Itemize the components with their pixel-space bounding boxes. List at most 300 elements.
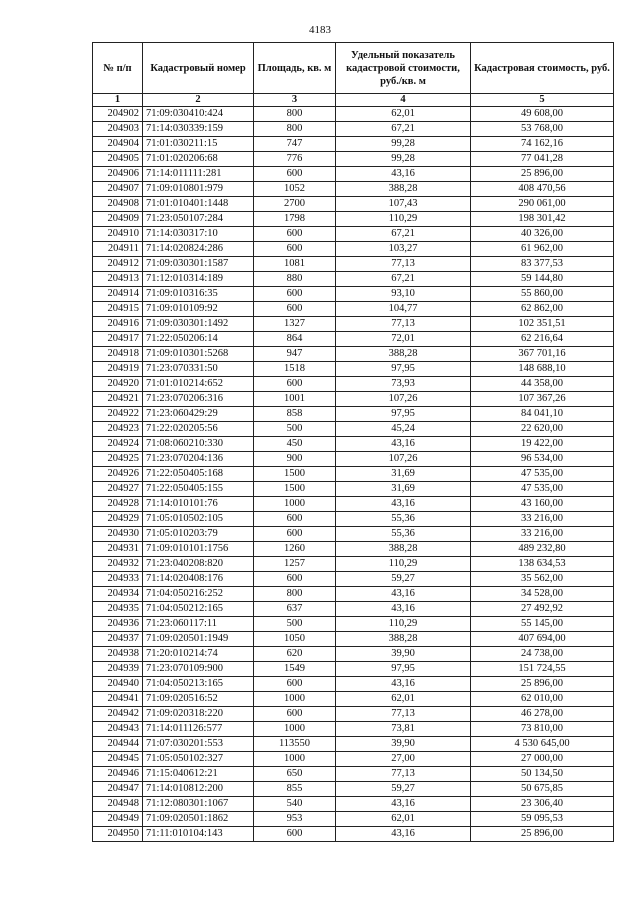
table-row — [93, 527, 614, 542]
cell-area: 1549 — [254, 662, 336, 677]
cell-unit-value: 77,13 — [336, 707, 471, 722]
cell-unit-value: 67,21 — [336, 272, 471, 287]
cell-cadastral-cost: 77 041,28 — [471, 152, 614, 167]
cell-area: 600 — [254, 167, 336, 182]
cell-cadastral-cost: 55 145,00 — [471, 617, 614, 632]
table-row — [93, 737, 614, 752]
cell-area: 947 — [254, 347, 336, 362]
header-cadastral-number: Кадастровый номер — [143, 43, 254, 94]
cell-cadastral-cost: 59 095,53 — [471, 812, 614, 827]
cell-cadastral-cost: 49 608,00 — [471, 107, 614, 122]
table-row — [93, 587, 614, 602]
cell-cadastral-number: 71:22:050405:155 — [143, 482, 254, 497]
cell-cadastral-number: 71:14:030317:10 — [143, 227, 254, 242]
cell-unit-value: 77,13 — [336, 317, 471, 332]
cell-cadastral-number: 71:01:010214:652 — [143, 377, 254, 392]
cell-cadastral-number: 71:08:060210:330 — [143, 437, 254, 452]
cell-cadastral-cost: 33 216,00 — [471, 527, 614, 542]
cell-index: 204937 — [93, 632, 143, 647]
cell-area: 800 — [254, 587, 336, 602]
cell-index: 204930 — [93, 527, 143, 542]
cadastre-table — [92, 42, 614, 842]
cell-cadastral-cost: 83 377,53 — [471, 257, 614, 272]
cell-area: 747 — [254, 137, 336, 152]
cell-index: 204911 — [93, 242, 143, 257]
table-row — [93, 722, 614, 737]
table-row — [93, 392, 614, 407]
cell-index: 204949 — [93, 812, 143, 827]
cell-area: 600 — [254, 572, 336, 587]
table-row — [93, 197, 614, 212]
cell-index: 204909 — [93, 212, 143, 227]
cell-unit-value: 62,01 — [336, 107, 471, 122]
cell-area: 1081 — [254, 257, 336, 272]
cell-cadastral-cost: 25 896,00 — [471, 827, 614, 842]
cell-cadastral-cost: 138 634,53 — [471, 557, 614, 572]
cell-index: 204931 — [93, 542, 143, 557]
cell-area: 1000 — [254, 722, 336, 737]
cell-index: 204908 — [93, 197, 143, 212]
column-number: 1 — [93, 94, 143, 107]
cell-cadastral-cost: 44 358,00 — [471, 377, 614, 392]
cell-cadastral-number: 71:15:040612:21 — [143, 767, 254, 782]
cell-cadastral-cost: 23 306,40 — [471, 797, 614, 812]
table-row — [93, 377, 614, 392]
cell-cadastral-cost: 408 470,56 — [471, 182, 614, 197]
cell-index: 204929 — [93, 512, 143, 527]
cell-area: 600 — [254, 677, 336, 692]
cell-cadastral-number: 71:09:020501:1862 — [143, 812, 254, 827]
cell-area: 1500 — [254, 467, 336, 482]
cell-index: 204906 — [93, 167, 143, 182]
cell-unit-value: 388,28 — [336, 542, 471, 557]
cell-index: 204915 — [93, 302, 143, 317]
table-row — [93, 617, 614, 632]
cell-cadastral-cost: 489 232,80 — [471, 542, 614, 557]
cell-area: 620 — [254, 647, 336, 662]
cell-index: 204923 — [93, 422, 143, 437]
cell-cadastral-cost: 46 278,00 — [471, 707, 614, 722]
cell-cadastral-number: 71:23:070109:900 — [143, 662, 254, 677]
cell-cadastral-number: 71:09:010316:35 — [143, 287, 254, 302]
column-number-row — [93, 94, 614, 107]
cell-cadastral-cost: 25 896,00 — [471, 677, 614, 692]
cell-area: 1052 — [254, 182, 336, 197]
table-row — [93, 767, 614, 782]
cell-index: 204947 — [93, 782, 143, 797]
cell-area: 880 — [254, 272, 336, 287]
table-row — [93, 407, 614, 422]
cell-unit-value: 31,69 — [336, 467, 471, 482]
cell-unit-value: 27,00 — [336, 752, 471, 767]
cell-area: 900 — [254, 452, 336, 467]
cell-cadastral-cost: 107 367,26 — [471, 392, 614, 407]
cell-cadastral-cost: 33 216,00 — [471, 512, 614, 527]
cell-unit-value: 45,24 — [336, 422, 471, 437]
cell-unit-value: 388,28 — [336, 347, 471, 362]
table-row — [93, 512, 614, 527]
cell-cadastral-cost: 35 562,00 — [471, 572, 614, 587]
cell-cadastral-number: 71:23:070206:316 — [143, 392, 254, 407]
cell-index: 204924 — [93, 437, 143, 452]
table-row — [93, 797, 614, 812]
table-row — [93, 287, 614, 302]
cell-index: 204921 — [93, 392, 143, 407]
table-row — [93, 812, 614, 827]
cell-index: 204938 — [93, 647, 143, 662]
cell-unit-value: 110,29 — [336, 212, 471, 227]
page-number: 4183 — [309, 24, 331, 36]
cell-cadastral-number: 71:09:020501:1949 — [143, 632, 254, 647]
header-index: № п/п — [93, 43, 143, 94]
cell-index: 204939 — [93, 662, 143, 677]
cell-unit-value: 73,93 — [336, 377, 471, 392]
cell-cadastral-number: 71:04:050212:165 — [143, 602, 254, 617]
cell-index: 204941 — [93, 692, 143, 707]
cell-cadastral-number: 71:09:030410:424 — [143, 107, 254, 122]
cell-area: 500 — [254, 422, 336, 437]
cell-cadastral-cost: 367 701,16 — [471, 347, 614, 362]
cell-unit-value: 59,27 — [336, 782, 471, 797]
column-number: 4 — [336, 94, 471, 107]
cell-cadastral-cost: 96 534,00 — [471, 452, 614, 467]
cell-area: 864 — [254, 332, 336, 347]
cell-area: 1050 — [254, 632, 336, 647]
cell-unit-value: 43,16 — [336, 437, 471, 452]
cell-index: 204920 — [93, 377, 143, 392]
table-row — [93, 182, 614, 197]
cell-unit-value: 107,43 — [336, 197, 471, 212]
table-row — [93, 482, 614, 497]
cell-index: 204927 — [93, 482, 143, 497]
cell-area: 1327 — [254, 317, 336, 332]
cell-unit-value: 43,16 — [336, 827, 471, 842]
cell-unit-value: 59,27 — [336, 572, 471, 587]
cell-area: 2700 — [254, 197, 336, 212]
table-row — [93, 632, 614, 647]
cell-cadastral-number: 71:14:030339:159 — [143, 122, 254, 137]
cell-cadastral-number: 71:09:010801:979 — [143, 182, 254, 197]
cell-unit-value: 77,13 — [336, 257, 471, 272]
cell-index: 204945 — [93, 752, 143, 767]
table-row — [93, 167, 614, 182]
cell-area: 1000 — [254, 752, 336, 767]
cell-unit-value: 55,36 — [336, 527, 471, 542]
cell-cadastral-cost: 62 216,64 — [471, 332, 614, 347]
cell-unit-value: 72,01 — [336, 332, 471, 347]
cell-area: 776 — [254, 152, 336, 167]
cell-cadastral-cost: 84 041,10 — [471, 407, 614, 422]
cell-unit-value: 43,16 — [336, 797, 471, 812]
table-row — [93, 662, 614, 677]
table-row — [93, 677, 614, 692]
header-area: Площадь, кв. м — [254, 43, 336, 94]
table-row — [93, 212, 614, 227]
cell-cadastral-cost: 74 162,16 — [471, 137, 614, 152]
table-row — [93, 332, 614, 347]
cell-cadastral-cost: 47 535,00 — [471, 482, 614, 497]
cell-area: 600 — [254, 302, 336, 317]
cell-cadastral-number: 71:23:040208:820 — [143, 557, 254, 572]
cell-unit-value: 110,29 — [336, 557, 471, 572]
table-row — [93, 557, 614, 572]
cell-cadastral-cost: 102 351,51 — [471, 317, 614, 332]
cell-index: 204907 — [93, 182, 143, 197]
cell-unit-value: 93,10 — [336, 287, 471, 302]
cell-index: 204946 — [93, 767, 143, 782]
cell-cadastral-cost: 151 724,55 — [471, 662, 614, 677]
cell-area: 800 — [254, 107, 336, 122]
cell-area: 600 — [254, 377, 336, 392]
cell-index: 204948 — [93, 797, 143, 812]
cell-unit-value: 110,29 — [336, 617, 471, 632]
cell-cadastral-number: 71:07:030201:553 — [143, 737, 254, 752]
cell-unit-value: 43,16 — [336, 497, 471, 512]
cell-cadastral-cost: 4 530 645,00 — [471, 737, 614, 752]
cell-area: 600 — [254, 227, 336, 242]
table-row — [93, 602, 614, 617]
cell-cadastral-number: 71:01:020206:68 — [143, 152, 254, 167]
table-row — [93, 827, 614, 842]
cell-index: 204940 — [93, 677, 143, 692]
cell-cadastral-number: 71:11:010104:143 — [143, 827, 254, 842]
cell-unit-value: 388,28 — [336, 182, 471, 197]
column-number: 3 — [254, 94, 336, 107]
cell-unit-value: 39,90 — [336, 737, 471, 752]
table-row — [93, 707, 614, 722]
cell-cadastral-number: 71:04:050213:165 — [143, 677, 254, 692]
cell-cadastral-cost: 407 694,00 — [471, 632, 614, 647]
table-row — [93, 137, 614, 152]
table-row — [93, 257, 614, 272]
cell-cadastral-cost: 198 301,42 — [471, 212, 614, 227]
cell-area: 953 — [254, 812, 336, 827]
cell-area: 600 — [254, 287, 336, 302]
cell-unit-value: 99,28 — [336, 152, 471, 167]
table-row — [93, 302, 614, 317]
cell-area: 600 — [254, 242, 336, 257]
cell-cadastral-number: 71:23:070204:136 — [143, 452, 254, 467]
cell-cadastral-number: 71:09:010301:5268 — [143, 347, 254, 362]
cell-area: 1000 — [254, 497, 336, 512]
cell-cadastral-number: 71:09:010109:92 — [143, 302, 254, 317]
cell-cadastral-number: 71:14:020408:176 — [143, 572, 254, 587]
cell-index: 204902 — [93, 107, 143, 122]
table-row — [93, 452, 614, 467]
cell-unit-value: 97,95 — [336, 662, 471, 677]
cell-cadastral-number: 71:14:010812:200 — [143, 782, 254, 797]
column-number: 2 — [143, 94, 254, 107]
cell-index: 204918 — [93, 347, 143, 362]
table-row — [93, 692, 614, 707]
table-row — [93, 227, 614, 242]
cell-cadastral-number: 71:22:050206:14 — [143, 332, 254, 347]
cell-index: 204928 — [93, 497, 143, 512]
cell-cadastral-number: 71:09:020318:220 — [143, 707, 254, 722]
cell-area: 600 — [254, 707, 336, 722]
cell-cadastral-cost: 24 738,00 — [471, 647, 614, 662]
cell-cadastral-cost: 55 860,00 — [471, 287, 614, 302]
cell-area: 540 — [254, 797, 336, 812]
cell-unit-value: 99,28 — [336, 137, 471, 152]
table-row — [93, 752, 614, 767]
cell-cadastral-number: 71:14:010101:76 — [143, 497, 254, 512]
cell-cadastral-number: 71:01:030211:15 — [143, 137, 254, 152]
cell-index: 204914 — [93, 287, 143, 302]
cell-area: 800 — [254, 122, 336, 137]
table-row — [93, 122, 614, 137]
cell-index: 204943 — [93, 722, 143, 737]
table-row — [93, 572, 614, 587]
cell-area: 637 — [254, 602, 336, 617]
cell-unit-value: 107,26 — [336, 392, 471, 407]
table-row — [93, 497, 614, 512]
cell-unit-value: 31,69 — [336, 482, 471, 497]
cell-index: 204904 — [93, 137, 143, 152]
cell-cadastral-cost: 50 675,85 — [471, 782, 614, 797]
cell-area: 600 — [254, 512, 336, 527]
table-row — [93, 242, 614, 257]
cell-unit-value: 104,77 — [336, 302, 471, 317]
cell-area: 1257 — [254, 557, 336, 572]
cell-area: 600 — [254, 527, 336, 542]
cell-index: 204926 — [93, 467, 143, 482]
cell-cadastral-cost: 290 061,00 — [471, 197, 614, 212]
cell-cadastral-cost: 62 862,00 — [471, 302, 614, 317]
cell-cadastral-number: 71:09:030301:1492 — [143, 317, 254, 332]
cell-cadastral-cost: 59 144,80 — [471, 272, 614, 287]
cell-area: 650 — [254, 767, 336, 782]
cell-cadastral-cost: 22 620,00 — [471, 422, 614, 437]
cell-index: 204903 — [93, 122, 143, 137]
cell-cadastral-number: 71:22:050405:168 — [143, 467, 254, 482]
table-row — [93, 152, 614, 167]
cell-cadastral-number: 71:05:050102:327 — [143, 752, 254, 767]
table-row — [93, 542, 614, 557]
cell-area: 1798 — [254, 212, 336, 227]
cell-unit-value: 67,21 — [336, 122, 471, 137]
cell-cadastral-number: 71:22:020205:56 — [143, 422, 254, 437]
cell-cadastral-number: 71:23:060117:11 — [143, 617, 254, 632]
cell-index: 204935 — [93, 602, 143, 617]
cell-cadastral-cost: 47 535,00 — [471, 467, 614, 482]
cell-index: 204934 — [93, 587, 143, 602]
cell-area: 855 — [254, 782, 336, 797]
cell-area: 1001 — [254, 392, 336, 407]
cell-cadastral-cost: 34 528,00 — [471, 587, 614, 602]
column-number: 5 — [471, 94, 614, 107]
cell-area: 600 — [254, 827, 336, 842]
cell-unit-value: 77,13 — [336, 767, 471, 782]
table-header — [93, 43, 614, 107]
cell-cadastral-number: 71:09:030301:1587 — [143, 257, 254, 272]
cell-cadastral-number: 71:12:010314:189 — [143, 272, 254, 287]
cell-index: 204950 — [93, 827, 143, 842]
table-body — [93, 107, 614, 842]
cell-unit-value: 39,90 — [336, 647, 471, 662]
header-cadastral-cost: Кадастровая стоимость, руб. — [471, 43, 614, 94]
cell-index: 204944 — [93, 737, 143, 752]
table-row — [93, 467, 614, 482]
cell-index: 204910 — [93, 227, 143, 242]
cell-unit-value: 62,01 — [336, 692, 471, 707]
cell-cadastral-number: 71:09:010101:1756 — [143, 542, 254, 557]
cell-index: 204942 — [93, 707, 143, 722]
header-unit-value: Удельный показатель кадастровой стоимости, руб./кв. м — [336, 43, 471, 94]
table-row — [93, 647, 614, 662]
cell-unit-value: 97,95 — [336, 362, 471, 377]
cell-unit-value: 103,27 — [336, 242, 471, 257]
table-row — [93, 272, 614, 287]
cell-cadastral-cost: 19 422,00 — [471, 437, 614, 452]
cell-unit-value: 97,95 — [336, 407, 471, 422]
cell-index: 204922 — [93, 407, 143, 422]
cell-index: 204936 — [93, 617, 143, 632]
cell-index: 204933 — [93, 572, 143, 587]
cell-cadastral-cost: 61 962,00 — [471, 242, 614, 257]
table-row — [93, 107, 614, 122]
cell-index: 204912 — [93, 257, 143, 272]
cell-unit-value: 107,26 — [336, 452, 471, 467]
cell-cadastral-cost: 53 768,00 — [471, 122, 614, 137]
cell-cadastral-number: 71:14:020824:286 — [143, 242, 254, 257]
cell-index: 204905 — [93, 152, 143, 167]
cell-cadastral-number: 71:01:010401:1448 — [143, 197, 254, 212]
cell-unit-value: 43,16 — [336, 587, 471, 602]
cell-cadastral-number: 71:20:010214:74 — [143, 647, 254, 662]
cell-area: 1518 — [254, 362, 336, 377]
cell-area: 113550 — [254, 737, 336, 752]
cell-unit-value: 388,28 — [336, 632, 471, 647]
cell-cadastral-number: 71:04:050216:252 — [143, 587, 254, 602]
cell-area: 1500 — [254, 482, 336, 497]
cell-cadastral-number: 71:05:010203:79 — [143, 527, 254, 542]
cell-unit-value: 43,16 — [336, 602, 471, 617]
cell-area: 858 — [254, 407, 336, 422]
table-row — [93, 362, 614, 377]
cell-cadastral-cost: 73 810,00 — [471, 722, 614, 737]
cell-area: 450 — [254, 437, 336, 452]
table-row — [93, 437, 614, 452]
cell-index: 204919 — [93, 362, 143, 377]
cell-cadastral-number: 71:14:011111:281 — [143, 167, 254, 182]
cell-unit-value: 62,01 — [336, 812, 471, 827]
cell-cadastral-cost: 148 688,10 — [471, 362, 614, 377]
cell-cadastral-cost: 43 160,00 — [471, 497, 614, 512]
cell-cadastral-number: 71:14:011126:577 — [143, 722, 254, 737]
cell-index: 204917 — [93, 332, 143, 347]
cell-cadastral-cost: 27 000,00 — [471, 752, 614, 767]
cell-cadastral-number: 71:09:020516:52 — [143, 692, 254, 707]
cell-index: 204913 — [93, 272, 143, 287]
cell-cadastral-number: 71:12:080301:1067 — [143, 797, 254, 812]
cell-cadastral-cost: 40 326,00 — [471, 227, 614, 242]
cell-unit-value: 73,81 — [336, 722, 471, 737]
cell-cadastral-number: 71:23:060429:29 — [143, 407, 254, 422]
cell-cadastral-number: 71:05:010502:105 — [143, 512, 254, 527]
cell-unit-value: 67,21 — [336, 227, 471, 242]
table-row — [93, 782, 614, 797]
cell-index: 204932 — [93, 557, 143, 572]
cell-index: 204916 — [93, 317, 143, 332]
cell-cadastral-cost: 62 010,00 — [471, 692, 614, 707]
cell-unit-value: 43,16 — [336, 167, 471, 182]
cell-cadastral-number: 71:23:070331:50 — [143, 362, 254, 377]
table-row — [93, 347, 614, 362]
cell-cadastral-cost: 50 134,50 — [471, 767, 614, 782]
table-row — [93, 422, 614, 437]
cell-area: 500 — [254, 617, 336, 632]
